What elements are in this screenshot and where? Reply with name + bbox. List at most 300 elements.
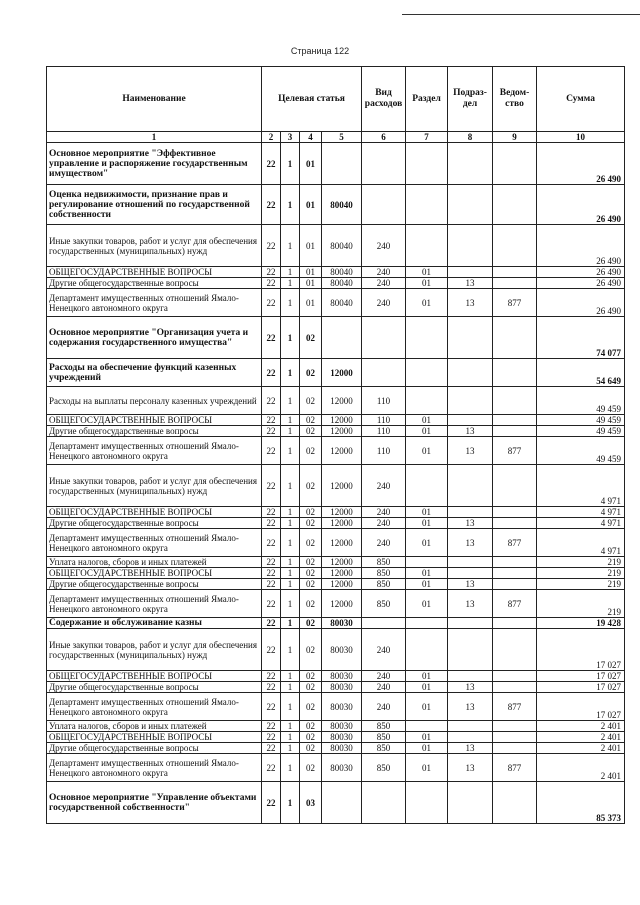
cell-vid: 850: [362, 579, 406, 590]
cell-target-direction: 80030: [322, 721, 362, 732]
cell-target-program: 22: [262, 465, 281, 507]
cell-podrazdel: [448, 225, 493, 267]
cell-target-direction: [322, 782, 362, 824]
cell-target-direction: 80030: [322, 618, 362, 629]
table-row: [47, 518, 625, 529]
col-number: 7: [406, 132, 448, 143]
cell-name: Основное мероприятие "Организация учета и содержания государственного имущества": [47, 317, 262, 359]
cell-vedomstvo: 877: [493, 437, 537, 465]
cell-podrazdel: 13: [448, 693, 493, 721]
cell-target-subprogram: 1: [281, 267, 300, 278]
cell-name: Другие общегосударственные вопросы: [47, 426, 262, 437]
cell-summa: 4 971: [537, 465, 625, 507]
cell-name: Департамент имущественных отношений Ямало-Ненецкого автономного округа: [47, 590, 262, 618]
cell-target-subprogram: 1: [281, 671, 300, 682]
cell-name: Уплата налогов, сборов и иных платежей: [47, 721, 262, 732]
cell-target-subprogram: 1: [281, 732, 300, 743]
cell-vid: 240: [362, 529, 406, 557]
cell-razdel: [406, 465, 448, 507]
cell-vid: 110: [362, 387, 406, 415]
cell-vedomstvo: [493, 426, 537, 437]
cell-vedomstvo: [493, 518, 537, 529]
cell-target-direction: 80030: [322, 671, 362, 682]
cell-target-direction: [322, 143, 362, 185]
cell-target-direction: 12000: [322, 590, 362, 618]
table-row: [47, 317, 625, 359]
cell-podrazdel: [448, 507, 493, 518]
cell-name: Расходы на обеспечение функций казенных учреждений: [47, 359, 262, 387]
cell-vid: 850: [362, 754, 406, 782]
cell-name: Другие общегосударственные вопросы: [47, 743, 262, 754]
cell-vedomstvo: [493, 568, 537, 579]
cell-vid: 850: [362, 590, 406, 618]
cell-target-subprogram: 1: [281, 518, 300, 529]
cell-name: Уплата налогов, сборов и иных платежей: [47, 557, 262, 568]
cell-target-direction: 12000: [322, 529, 362, 557]
cell-vedomstvo: [493, 317, 537, 359]
cell-razdel: 01: [406, 590, 448, 618]
cell-target-direction: 12000: [322, 415, 362, 426]
col-header-razdel: Раздел: [406, 67, 448, 132]
cell-vid: 240: [362, 629, 406, 671]
cell-razdel: [406, 225, 448, 267]
table-row: [47, 743, 625, 754]
cell-summa: 85 373: [537, 782, 625, 824]
cell-vid: 240: [362, 682, 406, 693]
table-row: [47, 529, 625, 557]
cell-vid: [362, 143, 406, 185]
cell-razdel: 01: [406, 278, 448, 289]
cell-target-subprogram: 1: [281, 143, 300, 185]
table-row: [47, 143, 625, 185]
cell-podrazdel: [448, 143, 493, 185]
cell-target-direction: 12000: [322, 465, 362, 507]
cell-target-program: 22: [262, 568, 281, 579]
cell-vid: [362, 359, 406, 387]
cell-podrazdel: 13: [448, 289, 493, 317]
col-number: 4: [300, 132, 322, 143]
cell-target-program: 22: [262, 518, 281, 529]
cell-target-event: 02: [300, 754, 322, 782]
col-header-name: Наименование: [47, 67, 262, 132]
cell-razdel: 01: [406, 415, 448, 426]
cell-target-subprogram: 1: [281, 754, 300, 782]
col-number: 2: [262, 132, 281, 143]
cell-razdel: [406, 387, 448, 415]
table-row: [47, 437, 625, 465]
cell-summa: 26 490: [537, 289, 625, 317]
cell-razdel: 01: [406, 579, 448, 590]
cell-name: Иные закупки товаров, работ и услуг для обеспечения государственных (муниципальных) нужд: [47, 465, 262, 507]
cell-razdel: 01: [406, 518, 448, 529]
cell-vedomstvo: [493, 629, 537, 671]
cell-target-event: 02: [300, 415, 322, 426]
cell-vedomstvo: [493, 278, 537, 289]
cell-podrazdel: 13: [448, 743, 493, 754]
cell-target-direction: 12000: [322, 437, 362, 465]
cell-razdel: 01: [406, 507, 448, 518]
cell-vedomstvo: [493, 579, 537, 590]
cell-razdel: 01: [406, 529, 448, 557]
table-row: [47, 415, 625, 426]
cell-podrazdel: 13: [448, 437, 493, 465]
cell-target-event: 03: [300, 782, 322, 824]
cell-target-direction: 80040: [322, 267, 362, 278]
cell-target-subprogram: 1: [281, 618, 300, 629]
cell-summa: 49 459: [537, 387, 625, 415]
cell-podrazdel: 13: [448, 529, 493, 557]
cell-target-direction: 12000: [322, 359, 362, 387]
cell-podrazdel: 13: [448, 754, 493, 782]
cell-target-event: 02: [300, 732, 322, 743]
cell-vid: 850: [362, 732, 406, 743]
cell-target-program: 22: [262, 185, 281, 225]
cell-target-direction: 80040: [322, 225, 362, 267]
cell-vedomstvo: [493, 267, 537, 278]
cell-target-program: 22: [262, 225, 281, 267]
col-number: 5: [322, 132, 362, 143]
cell-target-direction: 12000: [322, 426, 362, 437]
table-row: [47, 682, 625, 693]
cell-vedomstvo: 877: [493, 693, 537, 721]
cell-target-event: 02: [300, 387, 322, 415]
cell-target-direction: 12000: [322, 557, 362, 568]
cell-name: ОБЩЕГОСУДАРСТВЕННЫЕ ВОПРОСЫ: [47, 671, 262, 682]
cell-vedomstvo: [493, 143, 537, 185]
cell-target-event: 01: [300, 289, 322, 317]
cell-target-event: 02: [300, 529, 322, 557]
table-row: [47, 557, 625, 568]
cell-target-subprogram: 1: [281, 590, 300, 618]
column-number-row: [47, 132, 625, 143]
cell-vid: 850: [362, 743, 406, 754]
cell-target-direction: 12000: [322, 507, 362, 518]
cell-podrazdel: [448, 721, 493, 732]
cell-name: Департамент имущественных отношений Ямало-Ненецкого автономного округа: [47, 693, 262, 721]
cell-vedomstvo: [493, 507, 537, 518]
cell-summa: 49 459: [537, 437, 625, 465]
cell-podrazdel: [448, 732, 493, 743]
cell-podrazdel: 13: [448, 579, 493, 590]
cell-name: Оценка недвижимости, признание прав и регулирование отношений по государственной собственности: [47, 185, 262, 225]
col-header-vid: Вид расходов: [362, 67, 406, 132]
cell-name: Иные закупки товаров, работ и услуг для обеспечения государственных (муниципальных) нужд: [47, 629, 262, 671]
cell-target-subprogram: 1: [281, 629, 300, 671]
table-row: [47, 754, 625, 782]
budget-table: [46, 66, 625, 824]
cell-podrazdel: 13: [448, 278, 493, 289]
cell-vedomstvo: [493, 359, 537, 387]
cell-podrazdel: 13: [448, 682, 493, 693]
cell-vedomstvo: 877: [493, 529, 537, 557]
cell-vid: [362, 317, 406, 359]
cell-vedomstvo: [493, 225, 537, 267]
cell-target-event: 02: [300, 507, 322, 518]
cell-target-subprogram: 1: [281, 557, 300, 568]
cell-target-direction: 12000: [322, 568, 362, 579]
cell-target-event: 01: [300, 225, 322, 267]
cell-target-direction: 80040: [322, 289, 362, 317]
cell-target-subprogram: 1: [281, 721, 300, 732]
col-number: 3: [281, 132, 300, 143]
cell-target-subprogram: 1: [281, 568, 300, 579]
cell-podrazdel: [448, 317, 493, 359]
cell-target-event: 02: [300, 579, 322, 590]
cell-summa: 74 077: [537, 317, 625, 359]
table-body: [47, 143, 625, 824]
cell-summa: 17 027: [537, 671, 625, 682]
cell-target-direction: 80030: [322, 629, 362, 671]
cell-name: ОБЩЕГОСУДАРСТВЕННЫЕ ВОПРОСЫ: [47, 267, 262, 278]
cell-vid: 240: [362, 465, 406, 507]
table-row: [47, 568, 625, 579]
cell-razdel: [406, 782, 448, 824]
cell-razdel: 01: [406, 671, 448, 682]
cell-name: Расходы на выплаты персоналу казенных учреждений: [47, 387, 262, 415]
cell-podrazdel: [448, 782, 493, 824]
cell-target-event: 02: [300, 671, 322, 682]
cell-target-subprogram: 1: [281, 437, 300, 465]
cell-razdel: [406, 557, 448, 568]
cell-vedomstvo: [493, 557, 537, 568]
cell-summa: 2 401: [537, 743, 625, 754]
cell-target-event: 02: [300, 465, 322, 507]
cell-razdel: 01: [406, 732, 448, 743]
cell-target-event: 02: [300, 568, 322, 579]
cell-summa: 2 401: [537, 754, 625, 782]
cell-podrazdel: [448, 618, 493, 629]
cell-vedomstvo: [493, 185, 537, 225]
cell-razdel: 01: [406, 437, 448, 465]
cell-podrazdel: [448, 387, 493, 415]
cell-vid: 240: [362, 278, 406, 289]
cell-name: ОБЩЕГОСУДАРСТВЕННЫЕ ВОПРОСЫ: [47, 507, 262, 518]
cell-vid: 850: [362, 557, 406, 568]
cell-target-direction: 80030: [322, 743, 362, 754]
table-row: [47, 387, 625, 415]
cell-razdel: [406, 618, 448, 629]
cell-podrazdel: [448, 267, 493, 278]
cell-target-event: 02: [300, 426, 322, 437]
cell-podrazdel: [448, 671, 493, 682]
cell-summa: 17 027: [537, 629, 625, 671]
cell-target-subprogram: 1: [281, 317, 300, 359]
cell-name: Департамент имущественных отношений Ямало-Ненецкого автономного округа: [47, 289, 262, 317]
cell-target-direction: 80030: [322, 754, 362, 782]
cell-target-event: 02: [300, 557, 322, 568]
cell-target-event: 02: [300, 518, 322, 529]
cell-target-program: 22: [262, 579, 281, 590]
cell-target-direction: 12000: [322, 518, 362, 529]
cell-razdel: 01: [406, 693, 448, 721]
cell-target-program: 22: [262, 693, 281, 721]
cell-vedomstvo: [493, 682, 537, 693]
table-row: [47, 782, 625, 824]
cell-summa: 2 401: [537, 721, 625, 732]
cell-vid: 110: [362, 437, 406, 465]
cell-vedomstvo: [493, 387, 537, 415]
col-number: 1: [47, 132, 262, 143]
cell-name: ОБЩЕГОСУДАРСТВЕННЫЕ ВОПРОСЫ: [47, 568, 262, 579]
cell-vid: 240: [362, 507, 406, 518]
cell-target-program: 22: [262, 359, 281, 387]
cell-target-program: 22: [262, 507, 281, 518]
cell-vid: [362, 782, 406, 824]
cell-razdel: 01: [406, 743, 448, 754]
cell-summa: 17 027: [537, 682, 625, 693]
cell-target-program: 22: [262, 317, 281, 359]
cell-name: Департамент имущественных отношений Ямало-Ненецкого автономного округа: [47, 529, 262, 557]
col-number: 6: [362, 132, 406, 143]
cell-target-direction: 80040: [322, 185, 362, 225]
cell-target-program: 22: [262, 557, 281, 568]
cell-summa: 4 971: [537, 507, 625, 518]
cell-name: Содержание и обслуживание казны: [47, 618, 262, 629]
cell-name: Основное мероприятие "Управление объектами государственной собственности": [47, 782, 262, 824]
cell-name: Департамент имущественных отношений Ямало-Ненецкого автономного округа: [47, 437, 262, 465]
cell-vedomstvo: [493, 782, 537, 824]
cell-vid: [362, 618, 406, 629]
cell-name: Другие общегосударственные вопросы: [47, 682, 262, 693]
cell-vedomstvo: [493, 618, 537, 629]
cell-target-program: 22: [262, 671, 281, 682]
cell-target-direction: 80040: [322, 278, 362, 289]
table-row: [47, 590, 625, 618]
cell-podrazdel: 13: [448, 518, 493, 529]
cell-summa: 26 490: [537, 267, 625, 278]
cell-name: Основное мероприятие "Эффективное управление и распоряжение государственным имуществом": [47, 143, 262, 185]
cell-podrazdel: [448, 629, 493, 671]
col-header-target: Целевая статья: [262, 67, 362, 132]
cell-razdel: [406, 359, 448, 387]
cell-podrazdel: [448, 415, 493, 426]
cell-name: Другие общегосударственные вопросы: [47, 579, 262, 590]
cell-summa: 26 490: [537, 185, 625, 225]
cell-target-event: 02: [300, 618, 322, 629]
cell-summa: 219: [537, 579, 625, 590]
cell-vedomstvo: [493, 721, 537, 732]
cell-target-event: 01: [300, 267, 322, 278]
cell-target-event: 01: [300, 278, 322, 289]
cell-target-direction: 12000: [322, 579, 362, 590]
cell-target-program: 22: [262, 754, 281, 782]
cell-target-subprogram: 1: [281, 426, 300, 437]
cell-target-direction: 80030: [322, 682, 362, 693]
table-row: [47, 629, 625, 671]
cell-target-program: 22: [262, 629, 281, 671]
cell-target-program: 22: [262, 143, 281, 185]
cell-target-event: 02: [300, 682, 322, 693]
cell-target-program: 22: [262, 415, 281, 426]
cell-target-subprogram: 1: [281, 782, 300, 824]
cell-razdel: 01: [406, 289, 448, 317]
cell-podrazdel: [448, 359, 493, 387]
table-row: [47, 426, 625, 437]
cell-razdel: 01: [406, 267, 448, 278]
cell-target-direction: [322, 317, 362, 359]
cell-target-subprogram: 1: [281, 225, 300, 267]
col-header-summa: Сумма: [537, 67, 625, 132]
table-row: [47, 507, 625, 518]
cell-target-program: 22: [262, 732, 281, 743]
cell-target-program: 22: [262, 721, 281, 732]
col-number: 8: [448, 132, 493, 143]
cell-vid: 110: [362, 415, 406, 426]
cell-podrazdel: 13: [448, 426, 493, 437]
cell-summa: 49 459: [537, 415, 625, 426]
cell-target-event: 02: [300, 437, 322, 465]
cell-vid: 240: [362, 267, 406, 278]
cell-target-program: 22: [262, 267, 281, 278]
cell-name: ОБЩЕГОСУДАРСТВЕННЫЕ ВОПРОСЫ: [47, 415, 262, 426]
cell-target-subprogram: 1: [281, 682, 300, 693]
cell-target-program: 22: [262, 437, 281, 465]
cell-target-program: 22: [262, 426, 281, 437]
table-row: [47, 359, 625, 387]
cell-summa: 54 649: [537, 359, 625, 387]
cell-vedomstvo: [493, 671, 537, 682]
cell-target-subprogram: 1: [281, 415, 300, 426]
cell-target-event: 01: [300, 185, 322, 225]
cell-summa: 26 490: [537, 225, 625, 267]
cell-summa: 26 490: [537, 278, 625, 289]
cell-vid: 240: [362, 671, 406, 682]
col-header-vedomstvo: Ведом-ство: [493, 67, 537, 132]
cell-vedomstvo: 877: [493, 590, 537, 618]
table-row: [47, 465, 625, 507]
cell-summa: 2 401: [537, 732, 625, 743]
cell-vid: 240: [362, 518, 406, 529]
cell-razdel: 01: [406, 426, 448, 437]
cell-name: ОБЩЕГОСУДАРСТВЕННЫЕ ВОПРОСЫ: [47, 732, 262, 743]
cell-target-subprogram: 1: [281, 693, 300, 721]
cell-summa: 219: [537, 590, 625, 618]
cell-vid: 850: [362, 568, 406, 579]
col-number: 9: [493, 132, 537, 143]
cell-summa: 4 971: [537, 518, 625, 529]
cell-razdel: [406, 629, 448, 671]
cell-target-event: 02: [300, 359, 322, 387]
cell-target-program: 22: [262, 743, 281, 754]
cell-target-program: 22: [262, 387, 281, 415]
cell-target-event: 02: [300, 743, 322, 754]
cell-vid: 240: [362, 225, 406, 267]
cell-target-program: 22: [262, 278, 281, 289]
cell-name: Иные закупки товаров, работ и услуг для обеспечения государственных (муниципальных) нужд: [47, 225, 262, 267]
cell-target-subprogram: 1: [281, 387, 300, 415]
cell-name: Другие общегосударственные вопросы: [47, 518, 262, 529]
cell-target-program: 22: [262, 682, 281, 693]
cell-razdel: [406, 185, 448, 225]
table-row: [47, 618, 625, 629]
cell-target-program: 22: [262, 590, 281, 618]
table-row: [47, 278, 625, 289]
cell-target-subprogram: 1: [281, 507, 300, 518]
cell-podrazdel: [448, 568, 493, 579]
cell-vid: 240: [362, 289, 406, 317]
cell-name: Другие общегосударственные вопросы: [47, 278, 262, 289]
cell-podrazdel: 13: [448, 590, 493, 618]
top-rule: [402, 14, 640, 15]
table-row: [47, 225, 625, 267]
cell-summa: 26 490: [537, 143, 625, 185]
cell-vid: 240: [362, 693, 406, 721]
cell-target-direction: 80030: [322, 693, 362, 721]
table-row: [47, 671, 625, 682]
col-number: 10: [537, 132, 625, 143]
cell-target-program: 22: [262, 618, 281, 629]
cell-target-subprogram: 1: [281, 289, 300, 317]
